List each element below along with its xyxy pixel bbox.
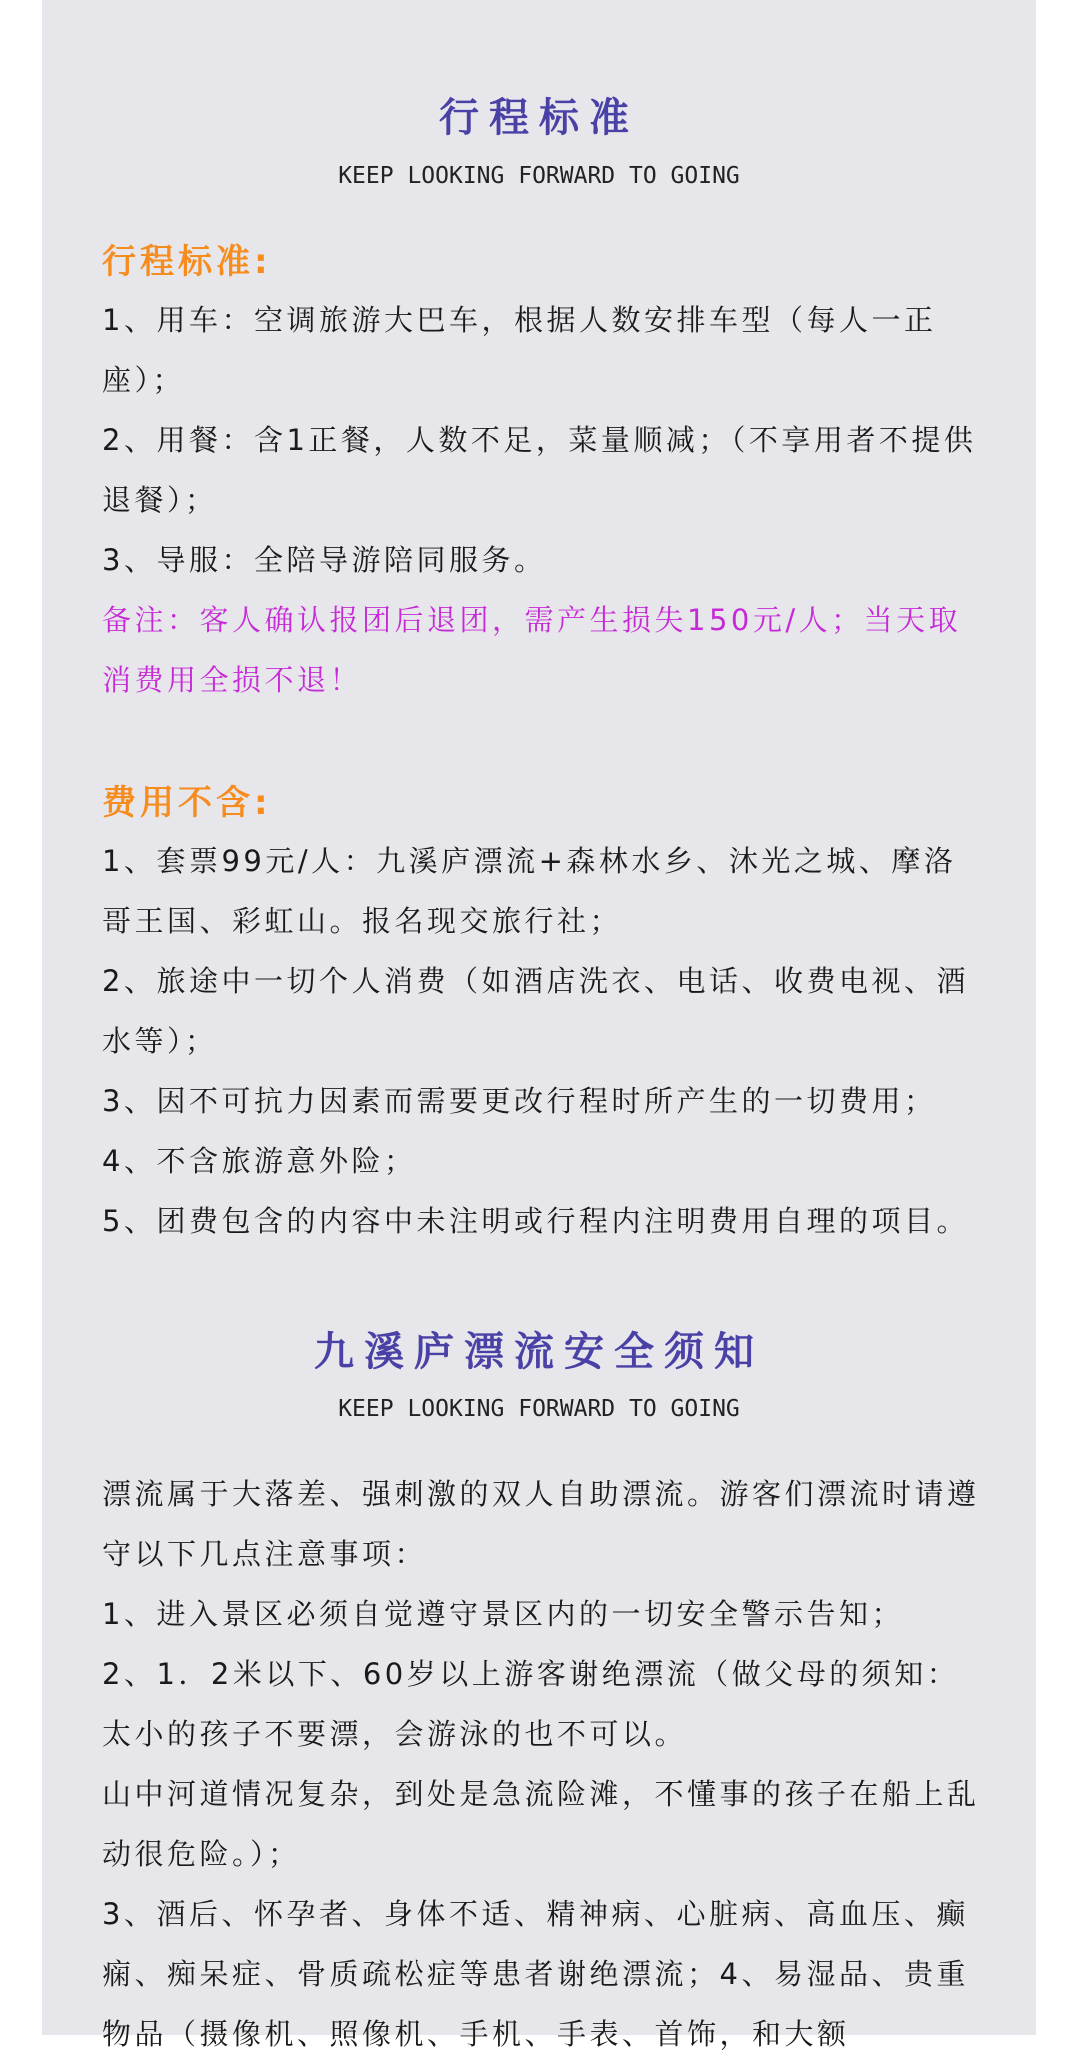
section-title-rafting-safety: 九溪庐漂流安全须知 [314,1329,764,1375]
cancellation-note: 备注：客人确认报团后退团，需产生损失150元/人；当天取消费用全损不退！ [102,603,962,697]
costs-excluded-list [102,831,982,1251]
list-item: 2、1．2米以下、60岁以上游客谢绝漂流（做父母的须知：太小的孩子不要漂，会游泳的也不可以。 [102,1657,960,1751]
itinerary-standard-list [102,290,982,710]
section-subtitle-rafting-safety: KEEP LOOKING FORWARD TO GOING [338,1396,740,1422]
section-subtitle-itinerary: KEEP LOOKING FORWARD TO GOING [338,163,740,189]
rafting-safety-list [102,1464,982,2064]
list-item: 3、酒后、怀孕者、身体不适、精神病、心脏病、高血压、癫痫、痴呆症、骨质疏松症等患者谢绝漂流；4、易湿品、贵重物品（摄像机、照像机、手机、手表、首饰，和大额 [102,1897,969,2051]
list-item: 3、导服：全陪导游陪同服务。 [102,543,547,577]
list-item: 漂流属于大落差、强刺激的双人自助漂流。游客们漂流时请遵守以下几点注意事项： [102,1477,980,1571]
list-item: 1、用车：空调旅游大巴车，根据人数安排车型（每人一正座）； [102,303,937,397]
list-item: 3、因不可抗力因素而需要更改行程时所产生的一切费用； [102,1084,937,1118]
list-item: 5、团费包含的内容中未注明或行程内注明费用自理的项目。 [102,1204,969,1238]
list-item: 山中河道情况复杂，到处是急流险滩，不懂事的孩子在船上乱动很危险。）； [102,1777,980,1871]
section-title-itinerary: 行程标准 [439,95,639,141]
heading-itinerary-standard: 行程标准: [102,242,272,282]
heading-costs-excluded: 费用不含: [102,783,272,823]
content-panel [42,0,1036,2051]
list-item: 4、不含旅游意外险； [102,1144,417,1178]
list-item: 1、套票99元/人：九溪庐漂流+森林水乡、沐光之城、摩洛哥王国、彩虹山。报名现交旅行社； [102,844,957,938]
list-item: 1、进入景区必须自觉遵守景区内的一切安全警示告知； [102,1597,904,1631]
list-item: 2、用餐：含1正餐，人数不足，菜量顺减；（不享用者不提供退餐）； [102,423,977,517]
list-item: 2、旅途中一切个人消费（如酒店洗衣、电话、收费电视、酒水等）； [102,964,969,1058]
